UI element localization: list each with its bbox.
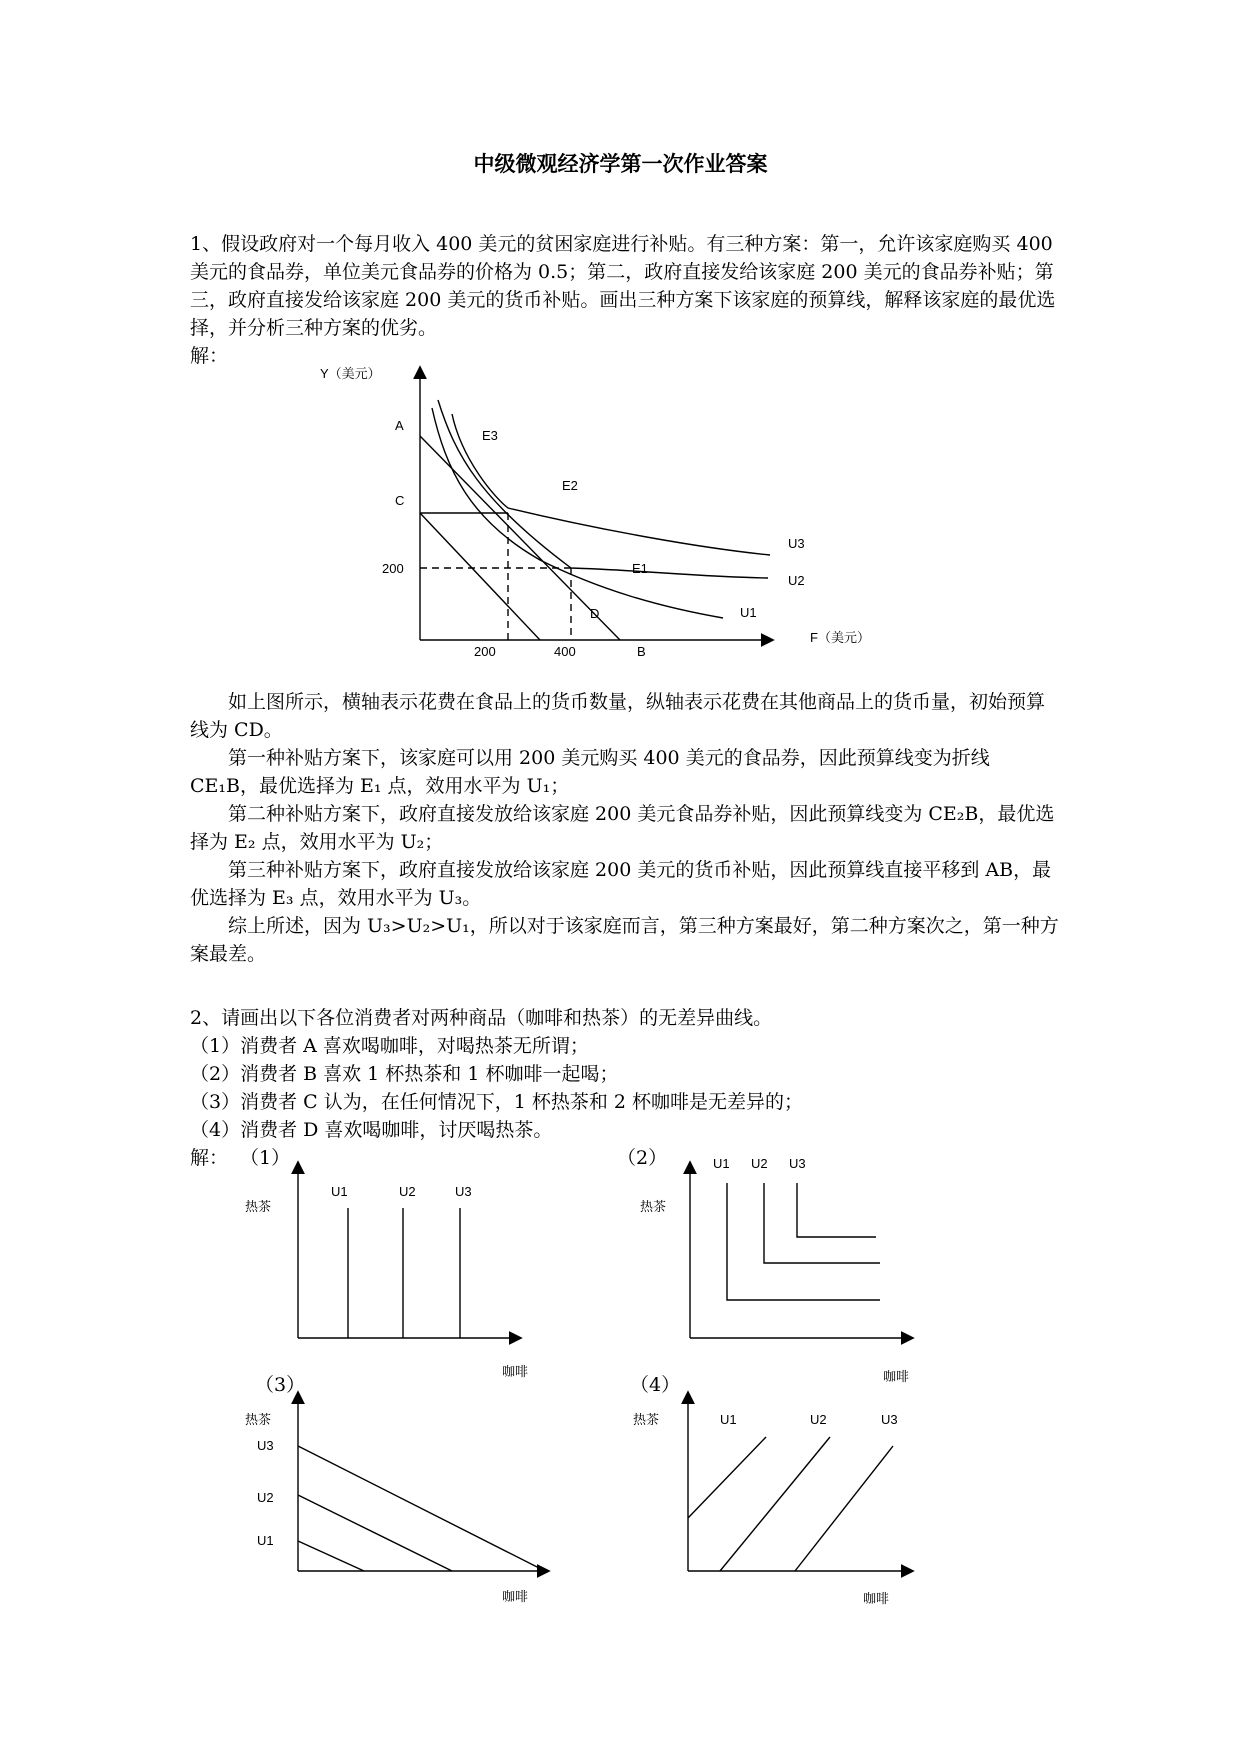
panel-4-u1-label: U1: [720, 1412, 737, 1427]
panel-4-y-label: 热茶: [633, 1412, 660, 1427]
point-e3: E3: [482, 428, 498, 443]
panel-4-u1: [688, 1437, 766, 1518]
panel-2-u1-label: U1: [713, 1156, 730, 1171]
question-2-item: （1）消费者 A 喜欢喝咖啡，对喝热茶无所谓；: [190, 1035, 589, 1057]
panel-3-u2: [298, 1495, 452, 1571]
panel-2-u3: [797, 1183, 876, 1237]
question-2-item: （2）消费者 B 喜欢 1 杯热茶和 1 杯咖啡一起喝；: [190, 1063, 619, 1085]
panel-2-number: （2）: [617, 1147, 668, 1169]
question-2-item: （3）消费者 C 认为，在任何情况下，1 杯热茶和 2 杯咖啡是无差异的；: [190, 1091, 804, 1113]
panel-4-u2: [720, 1437, 830, 1571]
curve-label-u3: U3: [788, 536, 805, 551]
panel-4-u3-label: U3: [881, 1412, 898, 1427]
point-a: A: [395, 418, 404, 433]
explanation-para: 第一种补贴方案下，该家庭可以用 200 美元购买 400 美元的食品券，因此预算线变为折线 CE₁B，最优选择为 E₁ 点，效用水平为 U₁；: [190, 747, 990, 797]
point-d: D: [590, 606, 600, 621]
panel-4-x-label: 咖啡: [863, 1591, 890, 1606]
y-axis-label: Y（美元）: [320, 366, 381, 381]
tick-y-200: 200: [382, 561, 404, 576]
panel-2-u3-label: U3: [789, 1156, 806, 1171]
question-2-text: 2、请画出以下各位消费者对两种商品（咖啡和热茶）的无差异曲线。: [190, 1007, 773, 1029]
panel-3-u1-label: U1: [257, 1533, 274, 1548]
panel-4-number: （4）: [630, 1374, 681, 1396]
panel-1-u3-label: U3: [455, 1184, 472, 1199]
panel-3-u2-label: U2: [257, 1490, 274, 1505]
explanation-para: 如上图所示，横轴表示花费在食品上的货币数量，纵轴表示花费在其他商品上的货币量，初始预算线为 CD。: [190, 691, 1046, 741]
point-c: C: [395, 493, 405, 508]
explanation-para: 第二种补贴方案下，政府直接发放给该家庭 200 美元食品券补贴，因此预算线变为 CE₂B，最优选择为 E₂ 点，效用水平为 U₂；: [190, 803, 1055, 853]
panel-3-u3: [298, 1446, 545, 1571]
point-b: B: [637, 644, 646, 659]
page-title: 中级微观经济学第一次作业答案: [473, 151, 768, 176]
panel-2-x-label: 咖啡: [883, 1369, 910, 1384]
panel-4-u3: [795, 1446, 893, 1571]
panel-1-u1-label: U1: [331, 1184, 348, 1199]
curve-label-u2: U2: [788, 573, 805, 588]
panel-2-u2: [764, 1183, 880, 1263]
panel-3-u3-label: U3: [257, 1438, 274, 1453]
panel-1-x-label: 咖啡: [502, 1364, 529, 1379]
question-2-item: （4）消费者 D 喜欢喝咖啡，讨厌喝热茶。: [190, 1119, 553, 1141]
point-e2: E2: [562, 478, 578, 493]
x-axis-label: F（美元）: [810, 630, 870, 645]
panel-2-y-label: 热茶: [640, 1199, 667, 1214]
question-1-text: 1、假设政府对一个每月收入 400 美元的贫困家庭进行补贴。有三种方案：第一，允许该家庭购买 400 美元的食品券，单位美元食品券的价格为 0.5；第二，政府直接发给该家庭 200 美元的食品券补贴；第三，政府直接发给该家庭 200 美元的货币补贴。画出三种方案下该家庭的预算线，解释该家庭的最优选择，并分析三种方案的优劣。: [190, 233, 1056, 339]
panel-4-u2-label: U2: [810, 1412, 827, 1427]
curve-label-u1: U1: [740, 605, 757, 620]
explanation-para: 综上所述，因为 U₃>U₂>U₁，所以对于该家庭而言，第三种方案最好，第二种方案次之，第一种方案最差。: [190, 915, 1059, 965]
explanation-para: 第三种补贴方案下，政府直接发放给该家庭 200 美元的货币补贴，因此预算线直接平移到 AB，最优选择为 E₃ 点，效用水平为 U₃。: [190, 859, 1052, 909]
panel-1-number: （1）: [240, 1147, 291, 1169]
solution-label: 解：: [190, 345, 229, 367]
panel-2-u2-label: U2: [751, 1156, 768, 1171]
panel-3-y-label: 热茶: [245, 1412, 272, 1427]
panel-3-u1: [298, 1541, 364, 1571]
point-e1: E1: [632, 561, 648, 576]
tick-x-200: 200: [474, 644, 496, 659]
tick-x-400: 400: [554, 644, 576, 659]
panel-1-y-label: 热茶: [245, 1199, 272, 1214]
panel-1-u2-label: U2: [399, 1184, 416, 1199]
panel-2-u1: [727, 1183, 880, 1300]
panel-3-x-label: 咖啡: [502, 1589, 529, 1604]
q2-solution-label: 解：: [190, 1147, 229, 1169]
panel-3-number: （3）: [255, 1374, 306, 1396]
